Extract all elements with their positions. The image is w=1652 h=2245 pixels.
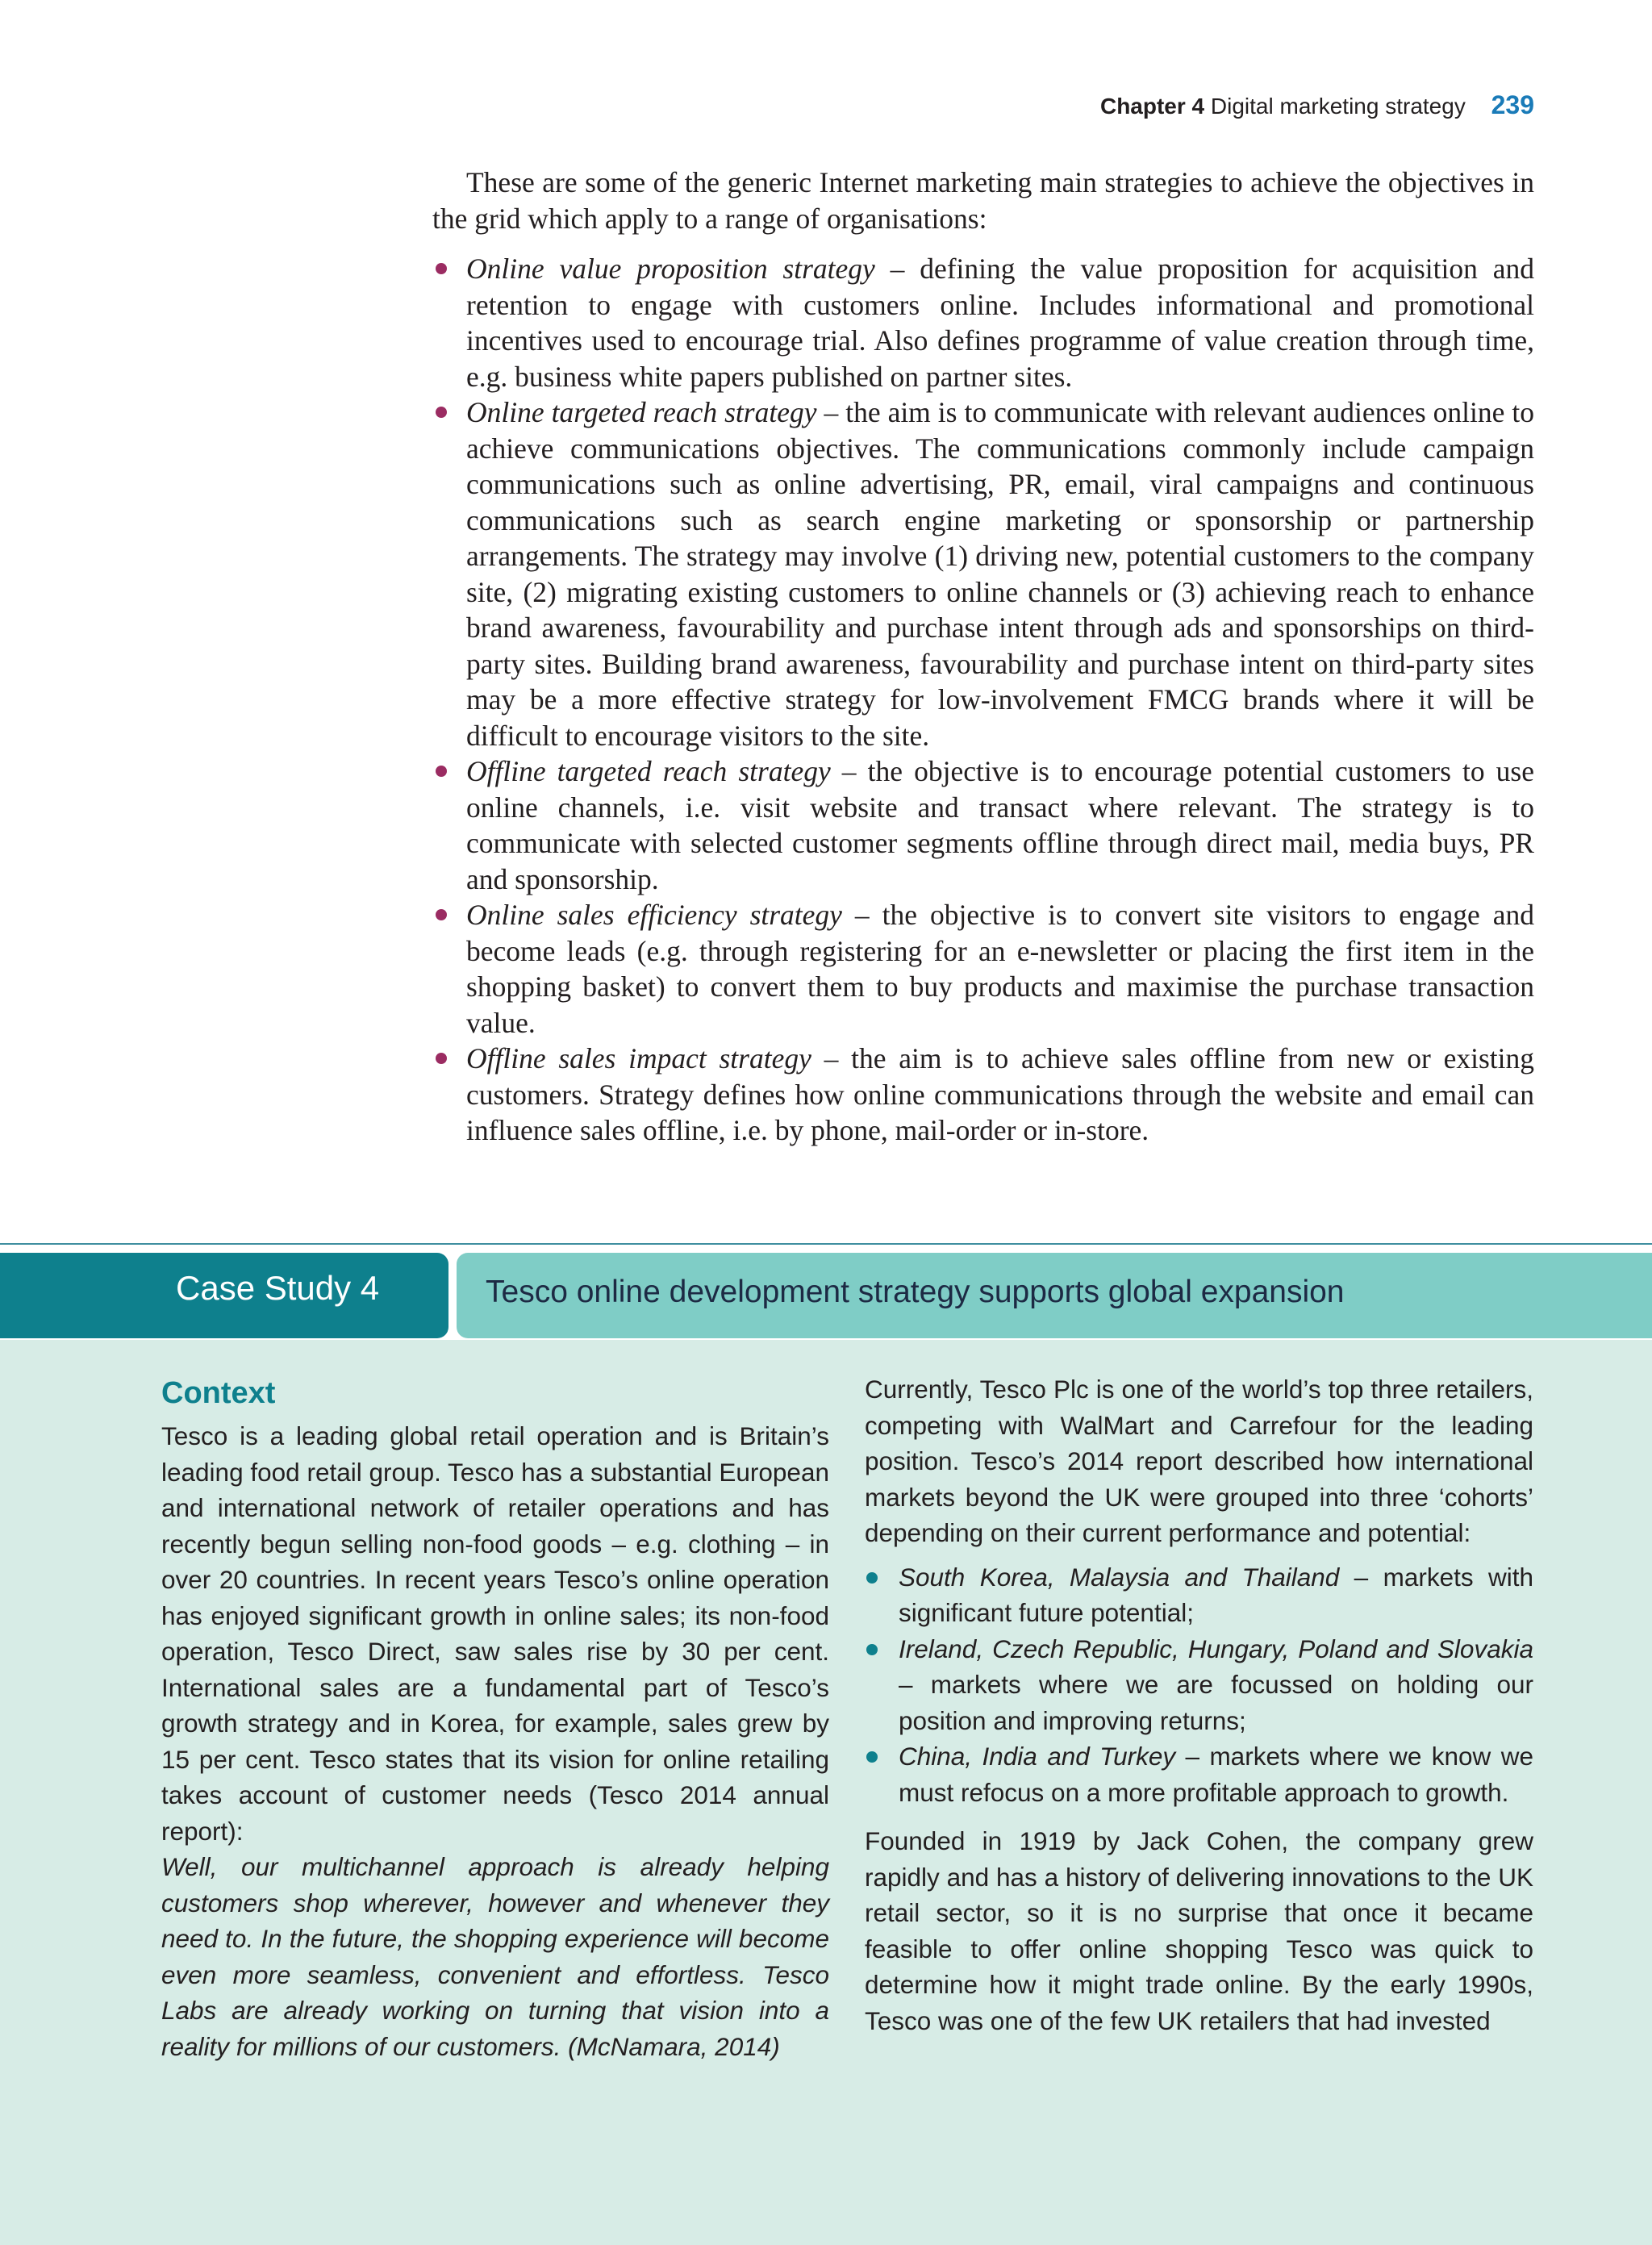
context-paragraph: Tesco is a leading global retail operation and is Britain’s leading food retail group. Tesco has a substantial European and international network of retailer operations and has recently begun selling non-food goods – e.g. clothing – in over 20 countries. In recent years Tesco’s online operation has enjoyed significant growth in online sales; its non-food operation, Tesco Direct, saw sales rise by 30 per cent. International sales are a fundamental part of Tesco’s growth strategy and in Korea, for example, sales grew by 15 per cent. Tesco states that its vision for online retailing takes account of customer needs (Tesco 2014 annual report):: [161, 1421, 829, 1846]
case-study-label: Case Study 4: [176, 1269, 380, 1307]
strategy-text: – the objective is to encourage potential customers to use online channels, i.e. visit website and transact where relevant. The strategy is to communicate with selected customer segments offline through direct mail, media buys, PR and sponsorship.: [466, 755, 1534, 895]
strategy-term: Offline targeted reach strategy: [466, 755, 831, 787]
strategy-term: Offline sales impact strategy: [466, 1042, 811, 1075]
strategy-list: [432, 251, 1534, 1149]
cohort-term: China, India and Turkey: [899, 1742, 1176, 1771]
bullet-dot-icon: [866, 1751, 878, 1763]
strategy-text: – defining the value proposition for acquisition and retention to engage with customers online. Includes informational and promotional incentives used to encourage trial. Also defines programme of value creation through time, e.g. business white papers published on partner sites.: [466, 252, 1534, 393]
cohort-text: – markets where we are focussed on holding our position and improving returns;: [899, 1670, 1533, 1735]
case-study-left-column: [161, 1371, 829, 2064]
strategy-bullet: [432, 251, 1534, 394]
case-study-right-column: [865, 1371, 1533, 2038]
quote-block: Well, our multichannel approach is already helping customers shop wherever, however and whenever they need to. In the future, the shopping experience will become even more seamless, convenient and effortless. Tesco Labs are already working on turning that vision into a reality for millions of our customers. (McNamara, 2014): [161, 1852, 829, 2061]
page-number: 239: [1491, 90, 1534, 119]
strategy-term: Online value proposition strategy: [466, 252, 875, 285]
cohort-item: [865, 1738, 1533, 1810]
bullet-dot-icon: [436, 263, 447, 274]
strategy-term: Online sales efficiency strategy: [466, 899, 842, 931]
strategy-bullet: [432, 1041, 1534, 1149]
strategy-term: Online targeted reach strategy: [466, 396, 817, 428]
case-study-title: Tesco online development strategy supports global expansion: [486, 1275, 1345, 1309]
running-header: [1100, 90, 1534, 120]
cohort-list: [865, 1559, 1533, 1811]
strategy-text: – the aim is to communicate with relevant audiences online to achieve communications objectives. The communications commonly include campaign communications such as online advertising, PR, email, viral campaigns and continuous communications such as search engine marketing or sponsorship or partnership arrangements. The strategy may involve (1) driving new, potential customers to the company site, (2) migrating existing customers to online channels or (3) achieving reach to enhance brand awareness, favourability and purchase intent through ads and sponsorships on third-party sites. Building brand awareness, favourability and purchase intent on third-party sites may be a more effective strategy for low-involvement FMCG brands where it will be difficult to encourage visitors to the site.: [466, 396, 1534, 752]
bullet-dot-icon: [436, 909, 447, 920]
strategy-bullet: [432, 753, 1534, 897]
bullet-dot-icon: [436, 766, 447, 777]
cohort-text: – markets with significant future potential;: [899, 1562, 1533, 1627]
strategy-bullet: [432, 394, 1534, 753]
cohort-item: [865, 1559, 1533, 1631]
strategy-bullet: [432, 897, 1534, 1041]
cohort-term: South Korea, Malaysia and Thailand: [899, 1562, 1340, 1592]
section-divider: [0, 1243, 1652, 1245]
bullet-dot-icon: [866, 1644, 878, 1655]
bullet-dot-icon: [866, 1572, 878, 1584]
main-text: [432, 165, 1534, 1149]
cohort-item: [865, 1631, 1533, 1739]
strategy-text: – the aim is to achieve sales offline from new or existing customers. Strategy defines how online communications through the website and email can influence sales offline, i.e. by phone, mail-order or in-store.: [466, 1042, 1534, 1146]
chapter-title: Digital marketing strategy: [1210, 94, 1466, 119]
founded-paragraph: Founded in 1919 by Jack Cohen, the company grew rapidly and has a history of delivering innovations to the UK retail sector, so it is no surprise that once it became feasible to offer online shopping Tesco was quick to determine how it might trade online. By the early 1990s, Tesco was one of the few UK retailers that had invested: [865, 1826, 1533, 2035]
cohort-term: Ireland, Czech Republic, Hungary, Poland and Slovakia: [899, 1634, 1533, 1663]
context-heading: Context: [161, 1376, 276, 1410]
bullet-dot-icon: [436, 1053, 447, 1064]
intro-paragraph: These are some of the generic Internet marketing main strategies to achieve the objectives in the grid which apply to a range of organisations:: [432, 166, 1534, 235]
right-intro-paragraph: Currently, Tesco Plc is one of the world’s top three retailers, competing with WalMart and Carrefour for the leading position. Tesco’s 2014 report described how international markets beyond the UK were grouped into three ‘cohorts’ depending on their current performance and potential:: [865, 1375, 1533, 1547]
strategy-text: – the objective is to convert site visitors to engage and become leads (e.g. through registering for an e-newsletter or placing the first item in the shopping basket) to convert them to buy products and maximise the purchase transaction value.: [466, 899, 1534, 1039]
bullet-dot-icon: [436, 407, 447, 418]
cohort-text: – markets where we know we must refocus on a more profitable approach to growth.: [899, 1742, 1533, 1807]
chapter-number: Chapter 4: [1099, 94, 1205, 119]
